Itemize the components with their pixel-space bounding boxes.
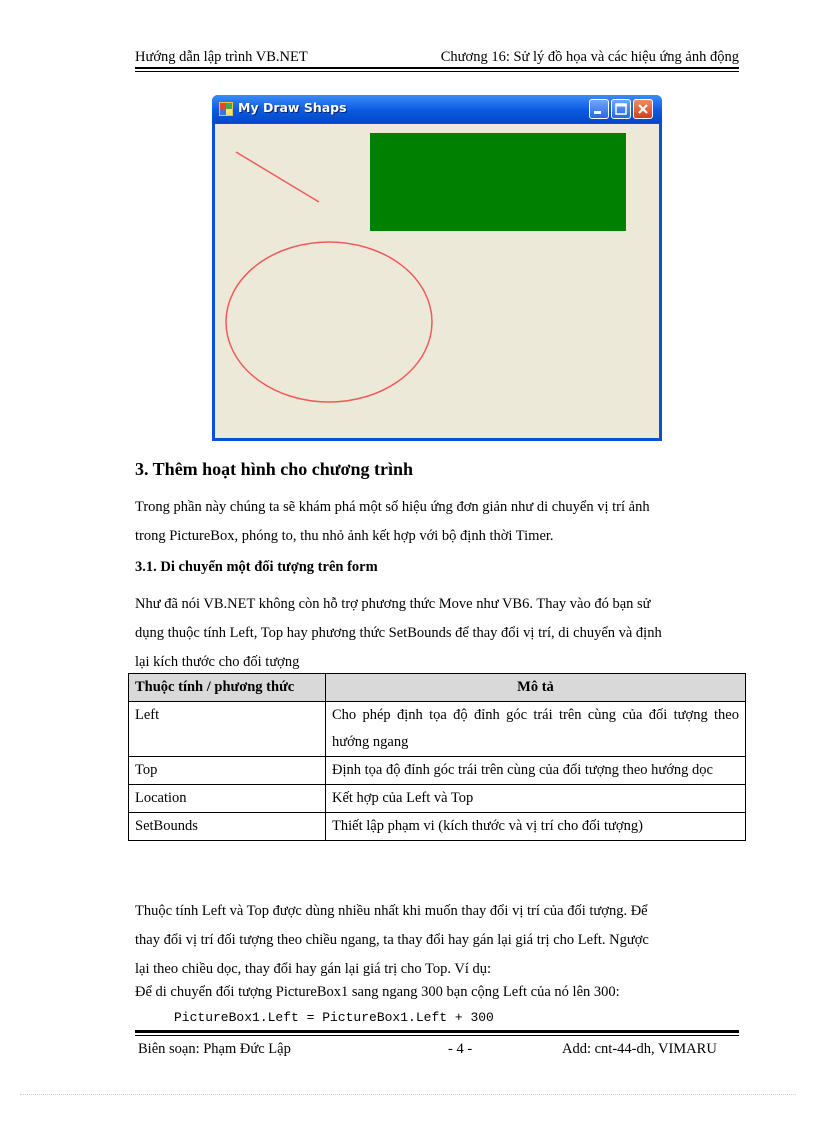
- move-line-1: Như đã nói VB.NET không còn hỗ trợ phương thức Move như VB6. Thay vào đó bạn sử: [135, 596, 651, 612]
- property-name: Location: [129, 785, 326, 813]
- table-row: [129, 785, 746, 813]
- after-line-2: thay đổi vị trí đối tượng theo chiều ngang, ta thay đổi hay gán lại giá trị cho Left. Ngược: [135, 932, 649, 948]
- red-line-shape: [236, 152, 319, 202]
- window-titlebar[interactable]: [212, 95, 662, 123]
- properties-table: [128, 673, 746, 841]
- intro-line-1: Trong phần này chúng ta sẽ khám phá một số hiệu ứng đơn giản như di chuyển vị trí ảnh: [135, 499, 650, 515]
- page-number: - 4 -: [448, 1041, 473, 1057]
- property-name: Left: [129, 702, 326, 757]
- left-top-paragraph: [135, 897, 739, 984]
- after-line-3: lại theo chiều dọc, thay đổi hay gán lại giá trị cho Top. Ví dụ:: [135, 961, 492, 977]
- section-heading: 3. Thêm hoạt hình cho chương trình: [135, 459, 413, 479]
- col-header-description: Mô tả: [326, 674, 746, 702]
- table-header-row: [129, 674, 746, 702]
- header-rule: [135, 67, 739, 69]
- example-line: Để di chuyển đối tượng PictureBox1 sang ngang 300 bạn cộng Left của nó lên 300:: [135, 984, 620, 1000]
- property-description: Kết hợp của Left và Top: [326, 785, 746, 813]
- property-description: Định tọa độ đỉnh góc trái trên cùng của đối tượng theo hướng dọc: [326, 757, 746, 785]
- red-ellipse-shape: [226, 242, 432, 402]
- property-description: Cho phép định tọa độ đỉnh góc trái trên cùng của đối tượng theo hướng ngang: [326, 702, 746, 757]
- move-line-2: dụng thuộc tính Left, Top hay phương thức SetBounds để thay đổi vị trí, di chuyển và định: [135, 625, 662, 641]
- maximize-icon: [612, 100, 630, 118]
- minimize-button[interactable]: [589, 99, 609, 119]
- app-icon: [219, 102, 233, 116]
- header-rule-thin: [135, 71, 739, 72]
- intro-line-2: trong PictureBox, phóng to, thu nhỏ ảnh kết hợp với bộ định thời Timer.: [135, 528, 554, 544]
- window-title: My Draw Shaps: [238, 100, 347, 115]
- table-row: [129, 813, 746, 841]
- drawing-surface: [215, 124, 659, 438]
- table-row: [129, 757, 746, 785]
- draw-shapes-window: [212, 95, 662, 441]
- property-name: Top: [129, 757, 326, 785]
- move-paragraph: [135, 590, 739, 677]
- property-name: SetBounds: [129, 813, 326, 841]
- page-header: [135, 49, 739, 69]
- footer-rule: [135, 1030, 739, 1033]
- minimize-icon: [590, 100, 608, 118]
- move-line-3: lại kích thước cho đối tượng: [135, 654, 300, 670]
- after-line-1: Thuộc tính Left và Top được dùng nhiều nhất khi muốn thay đổi vị trí của đối tượng. Để: [135, 903, 648, 919]
- maximize-button[interactable]: [611, 99, 631, 119]
- close-button[interactable]: [633, 99, 653, 119]
- col-header-property: Thuộc tính / phương thức: [129, 674, 326, 702]
- footer-rule-thin: [135, 1035, 739, 1036]
- footer-address: Add: cnt-44-dh, VIMARU: [562, 1041, 717, 1057]
- form-canvas: [215, 124, 659, 438]
- subsection-heading: 3.1. Di chuyển một đối tượng trên form: [135, 559, 378, 575]
- header-right: Chương 16: Sử lý đồ họa và các hiệu ứng ảnh động: [440, 49, 739, 65]
- footer-author: Biên soạn: Phạm Đức Lập: [138, 1041, 291, 1057]
- page-bottom-divider: [20, 1094, 796, 1095]
- code-example: PictureBox1.Left = PictureBox1.Left + 300: [174, 1010, 494, 1025]
- close-icon: [634, 100, 652, 118]
- table-row: [129, 702, 746, 757]
- header-left: Hướng dẫn lập trình VB.NET: [135, 49, 308, 65]
- green-rectangle-shape: [370, 133, 626, 231]
- intro-paragraph: [135, 493, 739, 551]
- property-description: Thiết lập phạm vi (kích thước và vị trí cho đối tượng): [326, 813, 746, 841]
